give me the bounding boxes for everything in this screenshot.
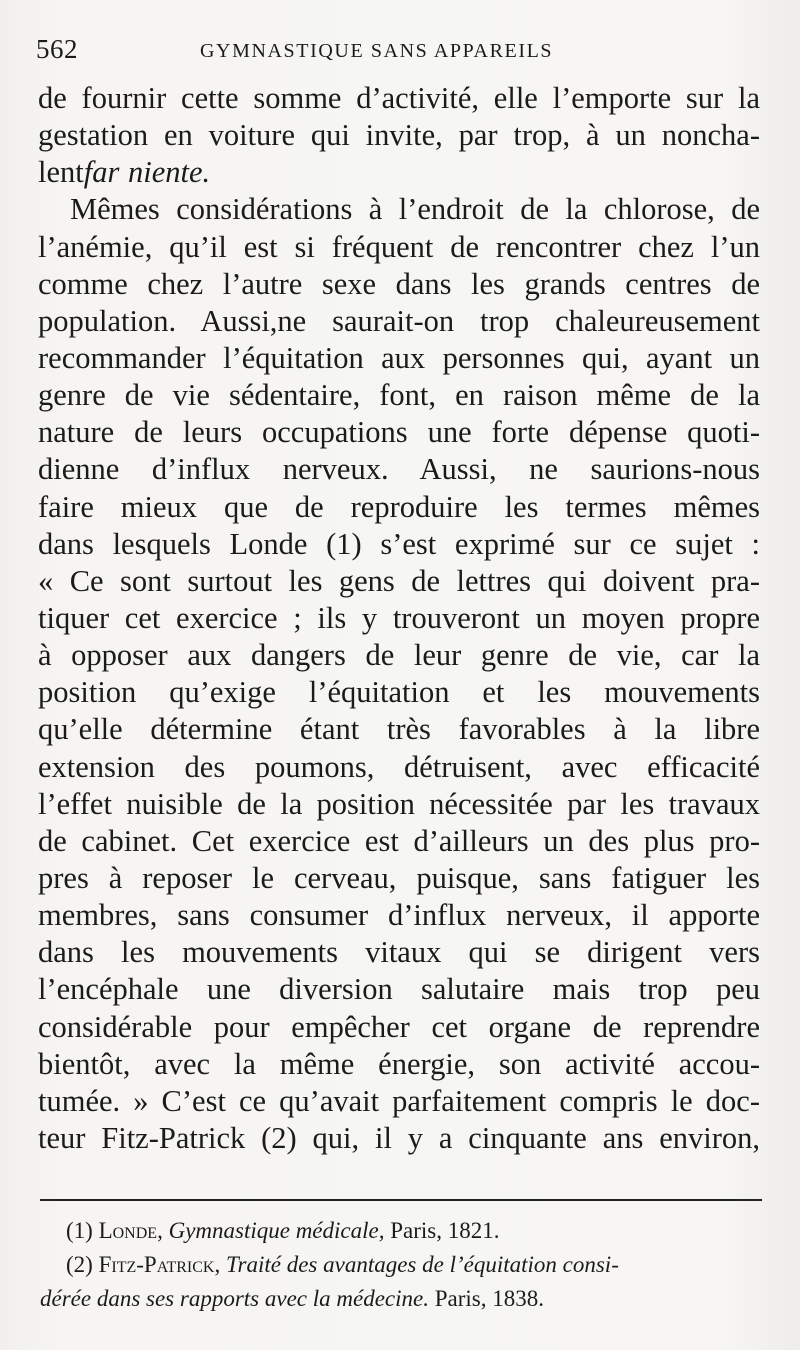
text-line: population. Aussi,ne saurait-on trop chaleureusement (38, 303, 760, 338)
text-line: « Ce sont surtout les gens de lettres qui doivent pra- (38, 563, 760, 598)
text-line: recommander l’équitation aux personnes qui, ayant un (38, 340, 760, 375)
text-line: genre de vie sédentaire, font, en raison même de la (38, 378, 760, 413)
text-line: membres, sans consumer d’influx nerveux, il apporte (38, 898, 760, 933)
text-line: l’anémie, qu’il est si fréquent de rencontrer chez l’un (38, 229, 760, 264)
paragraph-first-line: Mêmes considérations à l’endroit de la chlorose, de (70, 192, 760, 227)
footnote-marker: (2) (66, 1252, 93, 1277)
text-line: dienne d’influx nerveux. Aussi, ne saurions-nous (38, 452, 760, 487)
footnote-2 (40, 1248, 762, 1282)
text-line: nature de leurs occupations une forte dépense quoti- (38, 415, 760, 450)
text-line: position qu’exige l’équitation et les mouvements (38, 675, 760, 710)
footnote-2-continued (40, 1282, 762, 1316)
text-line: extension des poumons, détruisent, avec efficacité (38, 749, 760, 784)
text-line: qu’elle détermine étant très favorables à la libre (38, 712, 760, 747)
text-line: gestation en voiture qui invite, par trop, à un noncha- (38, 118, 760, 153)
footnote-title: Traité des avantages de l’équitation consi- (225, 1252, 619, 1277)
footnote-author: Fitz-Patrick, (98, 1252, 221, 1277)
italic-phrase: far niente. (83, 155, 211, 190)
footnote-imprint: Paris, 1821. (390, 1218, 500, 1243)
text-line (38, 154, 760, 191)
text-line: teur Fitz-Patrick (2) qui, il y a cinquante ans environ, (38, 1120, 760, 1155)
text-line: dans lesquels Londe (1) s’est exprimé sur ce sujet : (38, 526, 760, 561)
text-line: l’effet nuisible de la position nécessitée par les travaux (38, 786, 760, 821)
text-line: tumée. » C’est ce qu’avait parfaitement compris le doc- (38, 1083, 760, 1118)
text-line: tiquer cet exercice ; ils y trouveront un moyen propre (38, 600, 760, 635)
body-text (38, 80, 760, 1157)
footnotes (40, 1214, 762, 1316)
footnote-1 (40, 1214, 762, 1248)
footnote-title: Gymnastique médicale, (168, 1218, 385, 1243)
text-line: dans les mouvements vitaux qui se dirigent vers (38, 935, 760, 970)
page-number: 562 (36, 34, 78, 64)
text-line: à opposer aux dangers de leur genre de vie, car la (38, 638, 760, 673)
footnote-title-continued: dérée dans ses rapports avec la médecine. (40, 1286, 429, 1311)
footnote-author: Londe, (98, 1218, 163, 1243)
running-title: GYMNASTIQUE SANS APPAREILS (200, 40, 554, 62)
text-line: faire mieux que de reproduire les termes mêmes (38, 489, 760, 524)
running-head (36, 34, 756, 64)
footnote-imprint: Paris, 1838. (434, 1286, 544, 1311)
text-line: l’encéphale une diversion salutaire mais trop peu (38, 972, 760, 1007)
text-line: pres à reposer le cerveau, puisque, sans fatiguer les (38, 860, 760, 895)
text-line: de cabinet. Cet exercice est d’ailleurs un des plus pro- (38, 823, 760, 858)
text-line: comme chez l’autre sexe dans les grands centres de (38, 266, 760, 301)
text-fragment: lent (38, 155, 84, 190)
footnote-marker: (1) (66, 1218, 93, 1243)
text-line: de fournir cette somme d’activité, elle l’emporte sur la (38, 81, 760, 115)
text-line: considérable pour empêcher cet organe de reprendre (38, 1009, 760, 1044)
text-line: bientôt, avec la même énergie, son activité accou- (38, 1046, 760, 1081)
footnote-rule (40, 1199, 762, 1201)
